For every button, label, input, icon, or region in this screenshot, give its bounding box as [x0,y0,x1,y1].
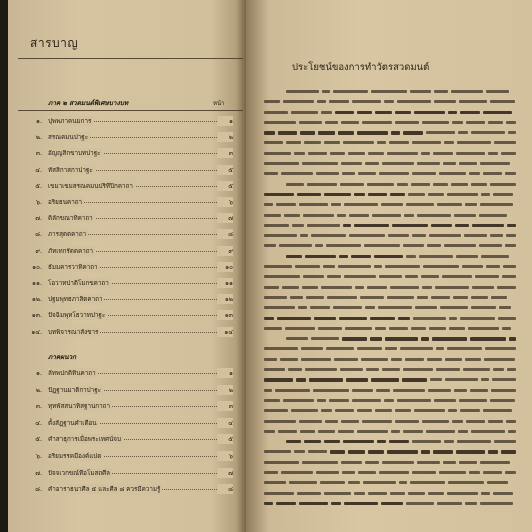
page-column-label: หน้า [213,100,225,107]
toc-entry-number: ๓. [35,403,42,411]
toc-entry-number: ๔. [35,419,42,427]
toc-entry-page: ๑ [217,116,233,126]
body-text-line [264,137,519,147]
body-text-line [264,436,519,446]
toc-entry [18,181,233,192]
body-text-line [264,220,519,230]
body-text-line [264,313,519,323]
body-text-line [264,179,519,189]
body-text-line [264,261,519,271]
toc-entry-page: ๒ [217,132,233,142]
section-heading-appendix: ภาคผนวก [48,353,77,361]
toc-entry-number: ๑๔. [31,328,42,336]
toc-entry-label: ทุทพัสสนาทิสฐานกาถา [48,403,110,411]
toc-entry-label: ภารสุตตคาถา [48,231,87,239]
open-book [8,0,532,532]
toc-entry-page: ๑๒ [217,294,233,304]
body-text-line [264,374,519,384]
body-text-line [264,107,519,117]
toc-entry-page: ๖ [217,451,233,461]
body-text-line [264,395,519,405]
body-text-line [264,416,519,426]
toc-entry-number: ๑๑. [32,280,42,287]
body-text-line [264,477,519,487]
body-text-line [264,426,519,436]
toc-entry-page: ๑๓ [217,310,233,320]
body-text-line [264,240,519,250]
toc-entry [18,165,233,176]
toc-entry-number: ๑๒. [31,296,42,304]
body-text-line [264,488,519,498]
body-text-line [264,86,519,96]
toc-entry-number: ๔. [35,166,42,174]
toc-entry-label: คำอาราธนาศีล ๕ และศีล ๘ ควรมีความรู้ [48,486,161,494]
toc-entry-number: ๕. [35,436,42,444]
body-text-line [264,498,519,508]
toc-entry-label: อริยธนคาถา [48,199,83,206]
toc-entry-number: ๑. [36,370,42,377]
body-text-line [264,405,519,415]
body-text-line [264,467,519,477]
toc-entry-label: โอวาทปาติโมกขคาถา [48,280,109,287]
toc-entry-number: ๘. [35,231,42,239]
toc-entry-number: ๑. [36,118,42,125]
toc-entry-label: ปฐมพุทธภาสิตคาถา [48,296,103,304]
toc-entry [18,148,233,159]
toc-entry-number: ๖. [36,453,42,460]
toc-entry-label: เขมาเขมสรณคมนปริทีปิกคาถา [48,182,133,190]
toc-entry-label: ธัมมคารวาทิคาถา [48,263,98,271]
body-text-line [264,292,519,302]
body-text-line [264,446,519,456]
toc-entry-page: ๗ [217,468,233,478]
toc-entry-label: ภัทเทกรัตตคาถา [48,247,94,255]
body-text-line [264,343,519,353]
right-page-title: ประโยชน์ของการทำวัตรสวดมนต์ [292,62,430,73]
toc-entry [18,451,233,462]
toc-entry-number: ๘. [35,486,42,494]
toc-entry-number: ๑๐. [32,263,42,271]
toc-entry [18,368,233,379]
toc-entry-number: ๗. [35,469,42,477]
toc-entry [18,484,233,495]
body-text-line [264,148,519,158]
toc-entry-number: ๓. [35,150,42,158]
body-text-line [264,127,519,137]
toc-entry-number: ๑๓. [31,312,42,320]
body-text-line [264,96,519,106]
toc-entry-page: ๖ [217,197,233,207]
body-text-line [264,158,519,168]
toc-entry [18,213,233,224]
toc-entry [18,262,233,273]
toc-top-rule [18,58,243,59]
toc-entry [18,132,233,143]
body-text-line [264,323,519,333]
toc-entry-label: ปัจจเวกขณ์ทีอโมสถศีล [48,469,111,477]
body-text-line [264,168,519,178]
toc-entry-label: ติลักขณาทิคาถา [48,215,93,223]
section-heading-special-chants: ภาค ๒ สวดมนต์พิเศษบางบท [48,99,129,107]
toc-entry [18,229,233,240]
toc-entry-label: อัญญสิกขาบทปาฐะ [48,150,101,158]
toc-entry-page: ๕ [217,165,233,175]
toc-entry [18,401,233,412]
body-text-line [264,457,519,467]
toc-entry [18,116,233,127]
body-text-line [264,230,519,240]
toc-entry [18,246,233,257]
toc-entry-number: ๗. [35,215,42,223]
body-text-line [264,189,519,199]
toc-entry-page: ๗ [217,213,233,223]
section-rule [18,110,243,111]
toc-entry-label: ลัทพปกติทินคาถา [48,370,96,377]
toc-entry-label: บทพิจารณาสังขาร [48,328,99,336]
body-text-line [264,302,519,312]
toc-title: สารบาญ [30,36,79,50]
body-text-line [264,210,519,220]
toc-entry-label: ตั้งสัฏฐานคำเตือน [48,419,97,427]
body-text-line [264,282,519,292]
toc-entry-page: ๘ [217,484,233,494]
body-text-line [264,385,519,395]
toc-entry [18,418,233,429]
toc-entry-page: ๑๐ [217,262,233,272]
toc-entry-number: ๒. [35,134,42,142]
body-text-line [264,271,519,281]
toc-entry [18,197,233,208]
toc-entry-page: ๒ [217,385,233,395]
toc-entry-page: ๕ [217,434,233,444]
body-text-line [264,333,519,343]
toc-entry-label: ปัจฉิมพุทโธวาทปาฐะ [48,312,106,320]
toc-entry [18,385,233,396]
toc-entry-label: ปุพพภาคนมการ [48,118,92,125]
toc-entry-page: ๓ [217,148,233,158]
toc-entry-label: สรณคมนปาฐะ [48,134,89,142]
toc-entry [18,278,233,289]
toc-entry-number: ๙. [35,247,42,255]
toc-entry-number: ๕. [35,182,42,190]
toc-entry-page: ๓ [217,401,233,411]
toc-entry [18,468,233,479]
right-page [246,0,532,532]
toc-entry-page: ๕ [217,181,233,191]
toc-entry [18,327,233,338]
body-text-block [264,86,519,508]
body-text-line [264,117,519,127]
toc-entry [18,310,233,321]
toc-entry-page: ๙ [217,246,233,256]
toc-entry-label: ทัสสิกาสกาปาฐะ [48,166,93,174]
body-text-line [264,199,519,209]
body-text-line [264,364,519,374]
body-text-line [264,251,519,261]
body-text-line [264,354,519,364]
toc-entry-number: ๖. [36,199,42,206]
toc-entry-label: อริยมรรคมีองค์แปด [48,453,102,460]
toc-entry [18,294,233,305]
toc-entry-number: ๒. [35,386,42,394]
toc-entry-page: ๑ [217,368,233,378]
toc-entry-label: ปัฏฐานมาติกาปาฐะ [48,386,102,394]
toc-entry-page: ๔ [217,418,233,428]
toc-entry-page: ๑๑ [217,278,233,288]
toc-entry-page: ๘ [217,229,233,239]
toc-entry-page: ๑๔ [217,327,233,337]
toc-entry [18,434,233,445]
left-page [8,0,246,532]
toc-entry-label: คำสาธุการเมื่อพระเทศน์จบ [48,436,121,444]
